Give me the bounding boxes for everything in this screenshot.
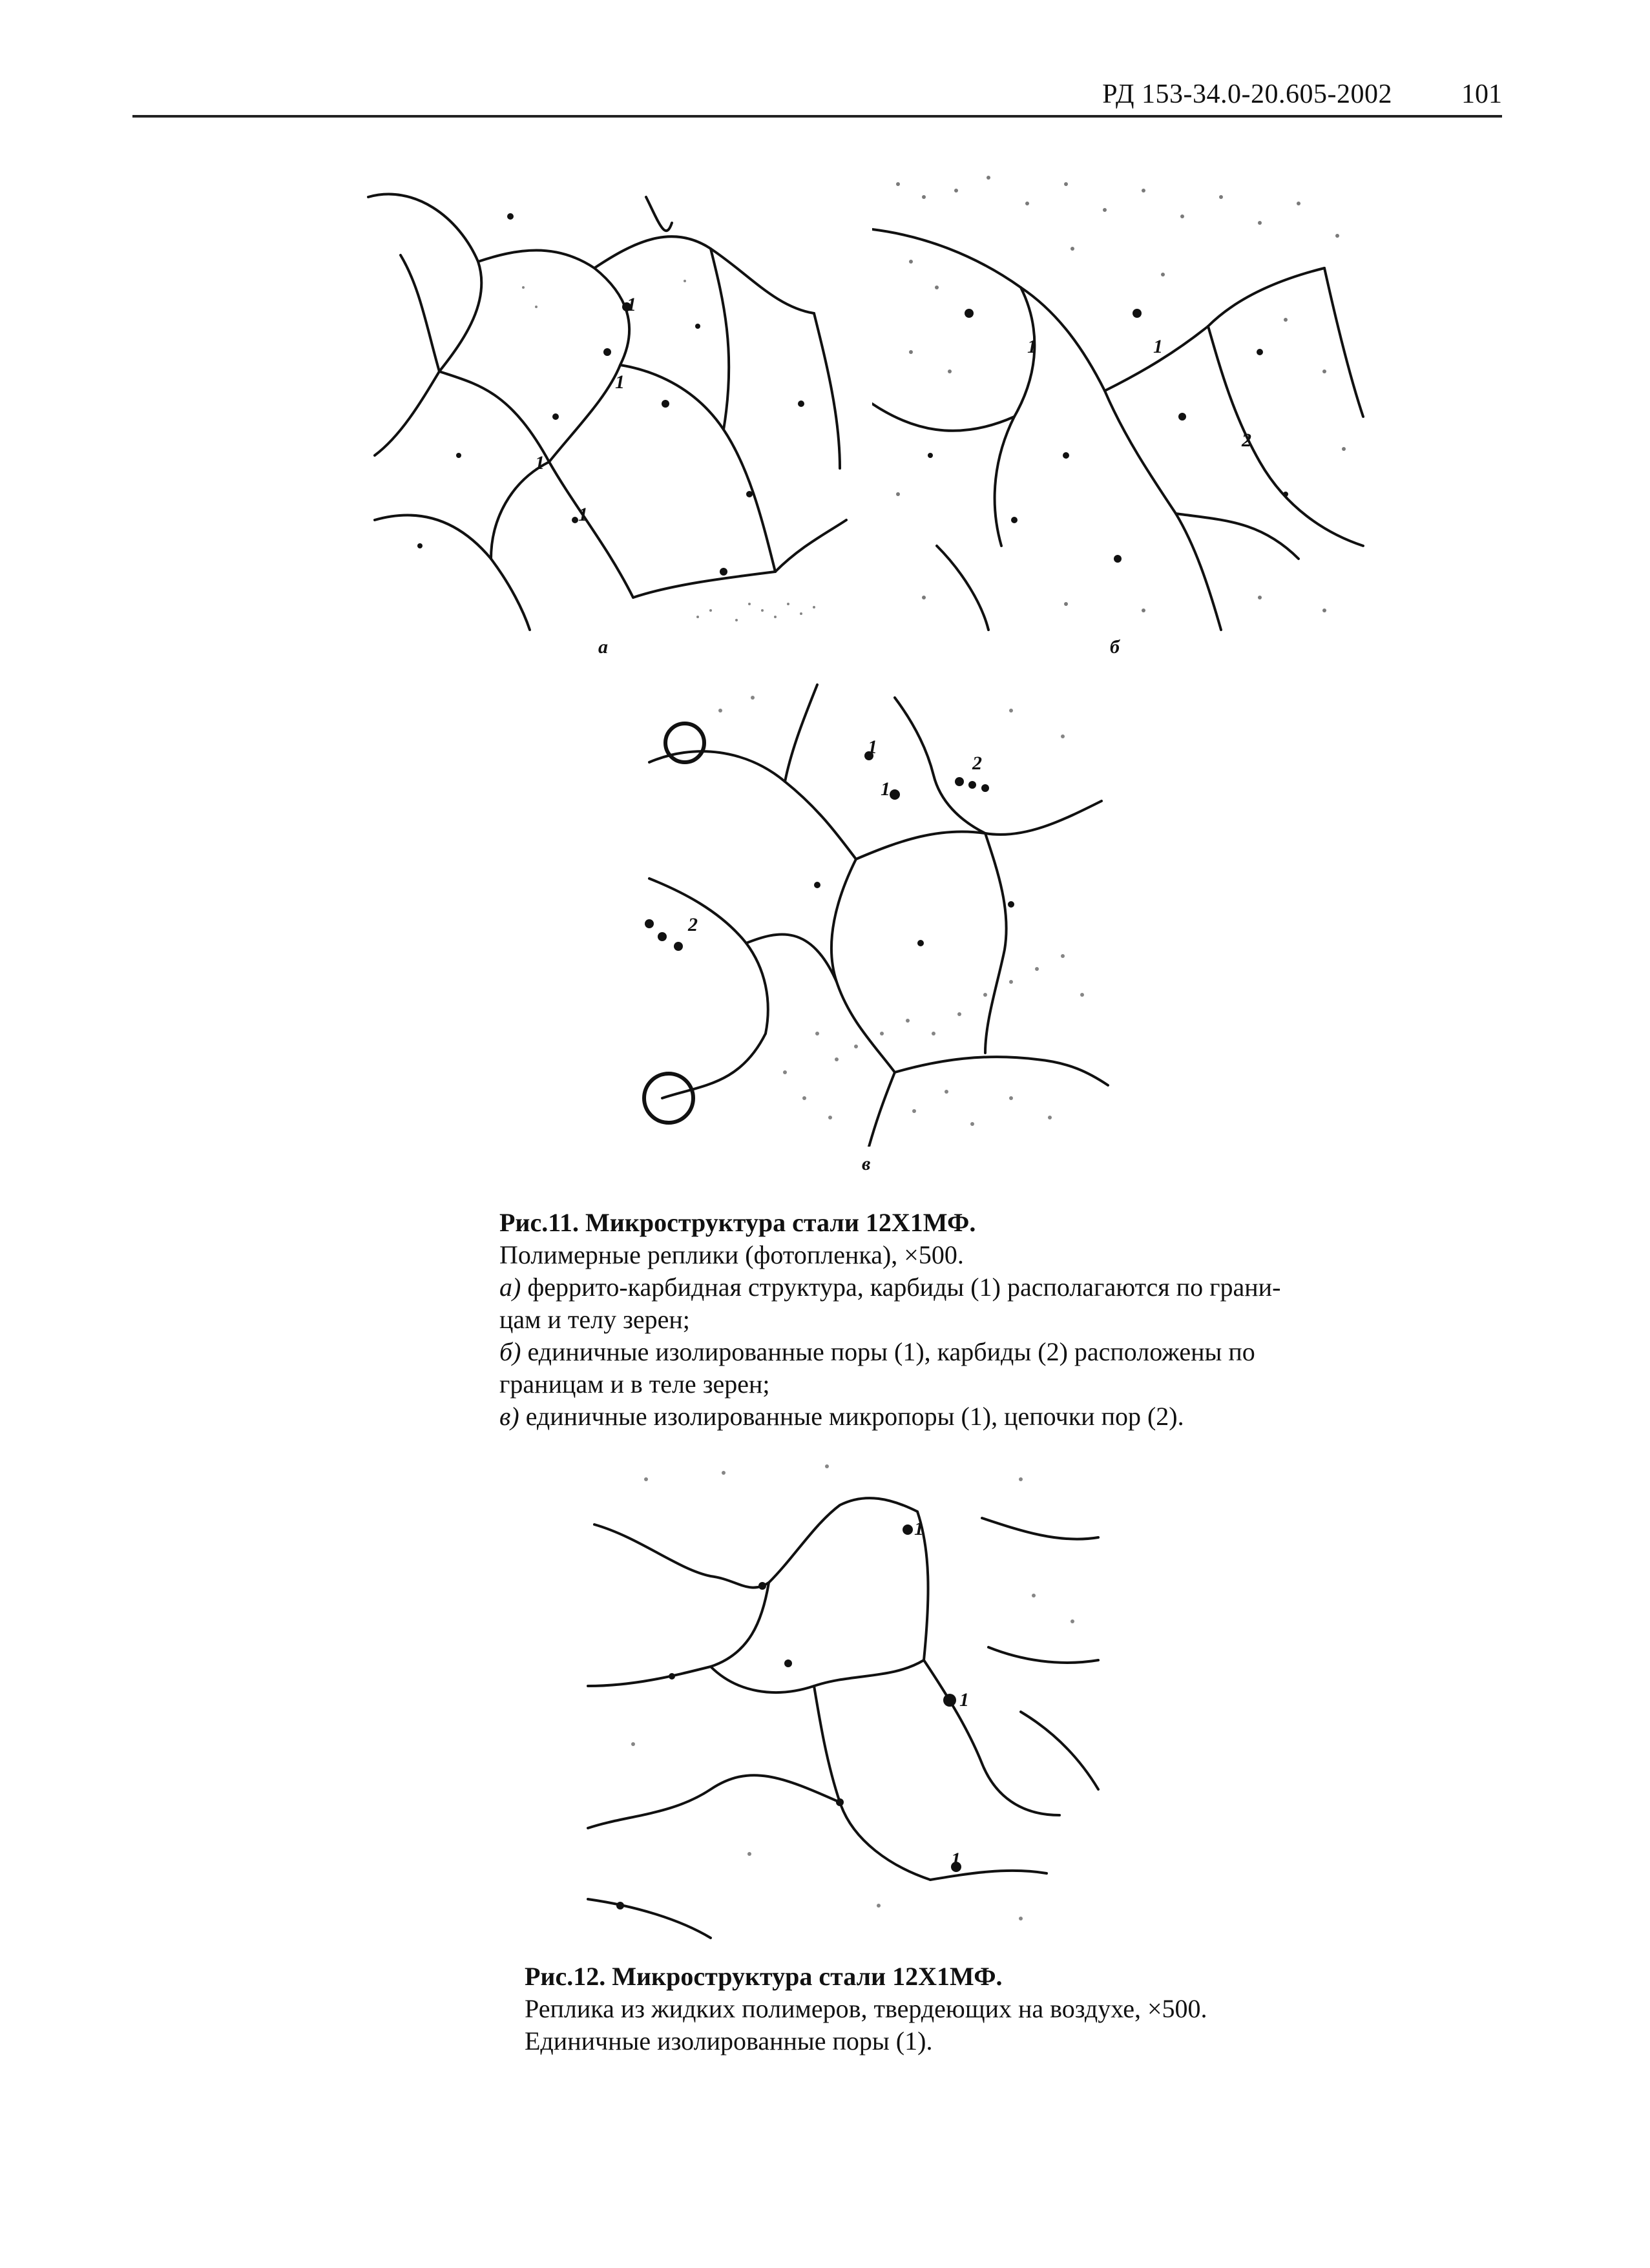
- marker-1: 1: [951, 1849, 961, 1870]
- marker-1: 1: [868, 736, 877, 758]
- marker-1: 1: [578, 504, 588, 525]
- caption-item-a: [499, 1271, 1430, 1304]
- caption-line: Полимерные реплики (фотопленка), ×500.: [499, 1240, 964, 1269]
- micrograph-a: [362, 158, 850, 633]
- marker-2: 2: [972, 753, 982, 774]
- panel-label-v: в: [862, 1153, 871, 1174]
- caption-item-b: [499, 1336, 1430, 1368]
- marker-1: 1: [914, 1518, 924, 1539]
- marker-1: 1: [615, 371, 625, 393]
- document-code: РД 153-34.0-20.605-2002: [1102, 79, 1392, 109]
- figure-11-caption: [499, 1207, 1430, 1433]
- panel-label-b: б: [1110, 636, 1120, 658]
- caption-item-continuation: цам и телу зерен;: [499, 1305, 690, 1334]
- figure-12-title: Рис.12. Микроструктура стали 12Х1МФ.: [525, 1962, 1003, 1991]
- caption-item-key: в): [499, 1402, 519, 1431]
- micrograph-v: [623, 672, 1111, 1147]
- marker-2: 2: [1242, 430, 1251, 451]
- marker-1: 1: [959, 1689, 969, 1711]
- caption-item-continuation: границам и в теле зерен;: [499, 1369, 770, 1399]
- marker-1: 1: [627, 294, 636, 315]
- header-rule: [132, 115, 1502, 118]
- marker-1: 1: [1153, 336, 1163, 357]
- micrograph-fig12: [569, 1453, 1111, 1941]
- figure-12-caption: [525, 1961, 1429, 2057]
- running-header: [132, 76, 1502, 115]
- figure-11-title: Рис.11. Микроструктура стали 12Х1МФ.: [499, 1208, 976, 1237]
- caption-line: Реплика из жидких полимеров, твердеющих на воздухе, ×500.: [525, 1994, 1207, 2023]
- caption-item-key: а): [499, 1273, 521, 1302]
- marker-1: 1: [1027, 336, 1037, 357]
- caption-item-text: единичные изолированные микропоры (1), цепочки пор (2).: [519, 1402, 1184, 1431]
- micrograph-b: [872, 158, 1370, 633]
- panel-label-a: а: [598, 636, 608, 658]
- caption-item-key: б): [499, 1337, 521, 1366]
- caption-item-text: единичные изолированные поры (1), карбиды (2) расположены по: [521, 1337, 1255, 1366]
- marker-1: 1: [535, 452, 545, 473]
- marker-2: 2: [688, 914, 698, 935]
- marker-1: 1: [881, 778, 890, 800]
- caption-line: Единичные изолированные поры (1).: [525, 2026, 933, 2055]
- caption-item-text: феррито-карбидная структура, карбиды (1) располагаются по грани-: [521, 1273, 1281, 1302]
- page-number: 101: [1461, 79, 1502, 109]
- caption-item-v: [499, 1400, 1430, 1433]
